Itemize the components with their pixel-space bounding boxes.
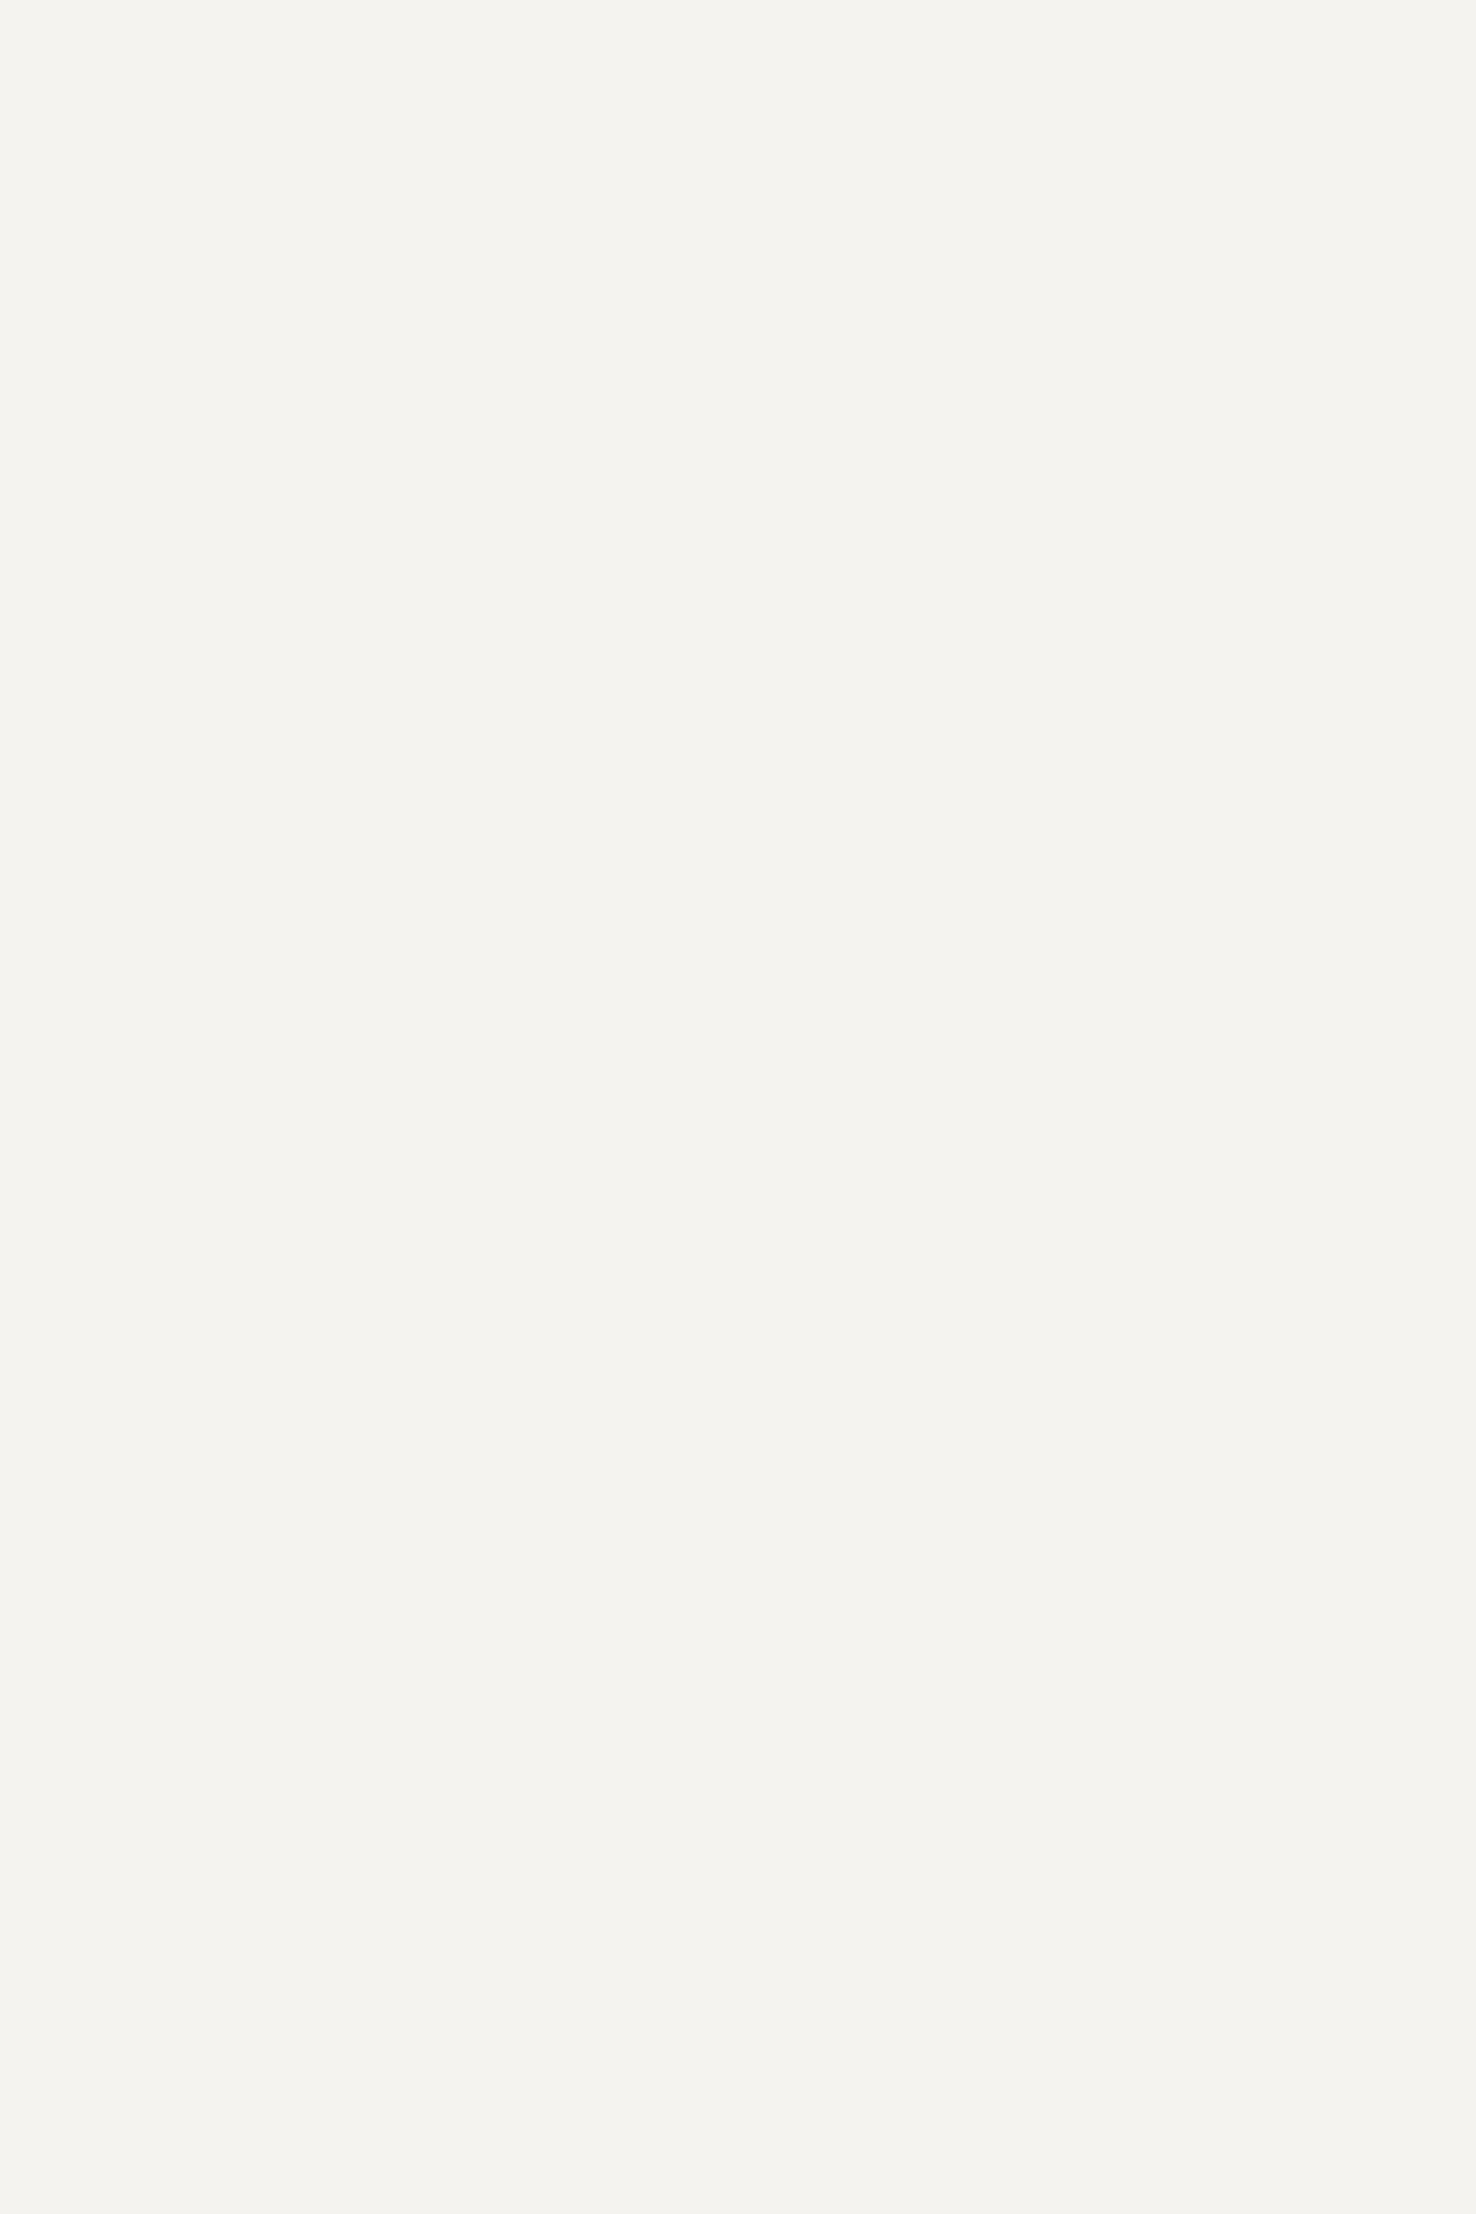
page-body bbox=[166, 162, 1331, 192]
page-header bbox=[166, 84, 1326, 132]
